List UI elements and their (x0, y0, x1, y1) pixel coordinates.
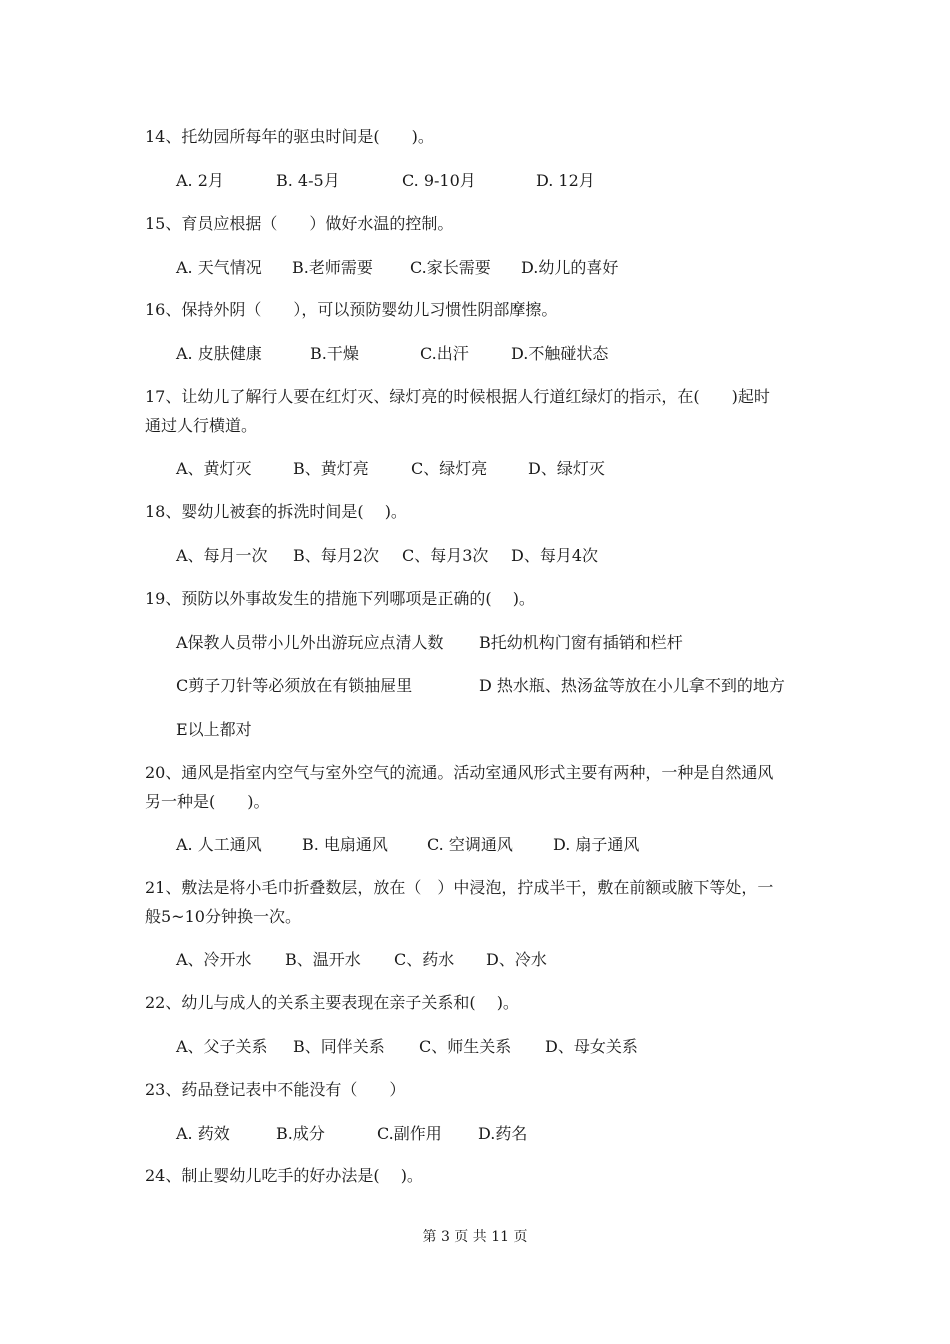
option-d: D.药名 (478, 1124, 528, 1143)
question-20-line-2: 另一种是( )。 (145, 792, 270, 811)
option-a: A、冷开水 (176, 950, 252, 969)
option-c: C、药水 (394, 950, 455, 969)
question-17-line-1: 17、让幼儿了解行人要在红灯灭、绿灯亮的时候根据人行道红绿灯的指示，在( )起时 (145, 387, 770, 406)
question-23: 23、药品登记表中不能没有（ ） (145, 1080, 406, 1099)
question-18: 18、婴幼儿被套的拆洗时间是( )。 (145, 502, 407, 521)
option-a: A. 人工通风 (176, 835, 262, 854)
option-b: B. 电扇通风 (302, 835, 388, 854)
option-a: A. 皮肤健康 (176, 344, 262, 363)
option-a: A、黄灯灭 (176, 459, 252, 478)
question-22: 22、幼儿与成人的关系主要表现在亲子关系和( )。 (145, 993, 519, 1012)
option-a: A. 2月 (176, 171, 224, 190)
question-15: 15、育员应根据（ ）做好水温的控制。 (145, 214, 454, 233)
option-b: B.干燥 (310, 344, 359, 363)
page-number-footer: 第 3 页 共 11 页 (422, 1229, 528, 1245)
question-14: 14、托幼园所每年的驱虫时间是( )。 (145, 127, 434, 146)
question-21-line-1: 21、敷法是将小毛巾折叠数层，放在（ ）中浸泡，拧成半干，敷在前额或腋下等处，一 (145, 878, 774, 897)
option-a: A. 药效 (176, 1124, 230, 1143)
question-19: 19、预防以外事故发生的措施下列哪项是正确的( )。 (145, 589, 535, 608)
option-d: D、每月4次 (511, 546, 599, 565)
option-b: B. 4-5月 (276, 171, 340, 190)
option-b: B.成分 (276, 1124, 325, 1143)
option-c: C. 9-10月 (402, 171, 476, 190)
option-c: C.出汗 (420, 344, 469, 363)
option-c: C、每月3次 (402, 546, 489, 565)
option-d: D.幼儿的喜好 (521, 258, 619, 277)
question-17-line-2: 通过人行横道。 (145, 416, 258, 435)
question-20-line-1: 20、通风是指室内空气与室外空气的流通。活动室通风形式主要有两种，一种是自然通风 (145, 763, 774, 782)
option-b: B、黄灯亮 (293, 459, 369, 478)
option-c: C.副作用 (377, 1124, 442, 1143)
option-c: C剪子刀针等必须放在有锁抽屉里 (176, 676, 413, 695)
option-b: B、每月2次 (293, 546, 379, 565)
question-21-line-2: 般5~10分钟换一次。 (145, 907, 301, 926)
option-d: D、母女关系 (545, 1037, 638, 1056)
option-c: C、绿灯亮 (411, 459, 488, 478)
option-c: C、师生关系 (419, 1037, 512, 1056)
option-d: D.不触碰状态 (511, 344, 609, 363)
option-d: D、绿灯灭 (528, 459, 605, 478)
option-c: C.家长需要 (410, 258, 491, 277)
option-a: A保教人员带小儿外出游玩应点清人数 (176, 633, 444, 652)
option-d: D 热水瓶、热汤盆等放在小儿拿不到的地方 (479, 676, 785, 695)
option-a: A、每月一次 (176, 546, 268, 565)
option-a: A、父子关系 (176, 1037, 268, 1056)
option-a: A. 天气情况 (176, 258, 262, 277)
option-d: D、冷水 (486, 950, 547, 969)
question-16: 16、保持外阴（ ），可以预防婴幼儿习惯性阴部摩擦。 (145, 300, 558, 319)
option-d: D. 12月 (536, 171, 595, 190)
option-b: B、同伴关系 (293, 1037, 385, 1056)
option-b: B托幼机构门窗有插销和栏杆 (479, 633, 683, 652)
option-d: D. 扇子通风 (553, 835, 640, 854)
option-e: E以上都对 (176, 720, 252, 739)
option-b: B、温开水 (285, 950, 361, 969)
option-c: C. 空调通风 (427, 835, 513, 854)
question-24: 24、制止婴幼儿吃手的好办法是( )。 (145, 1166, 423, 1185)
option-b: B.老师需要 (292, 258, 373, 277)
